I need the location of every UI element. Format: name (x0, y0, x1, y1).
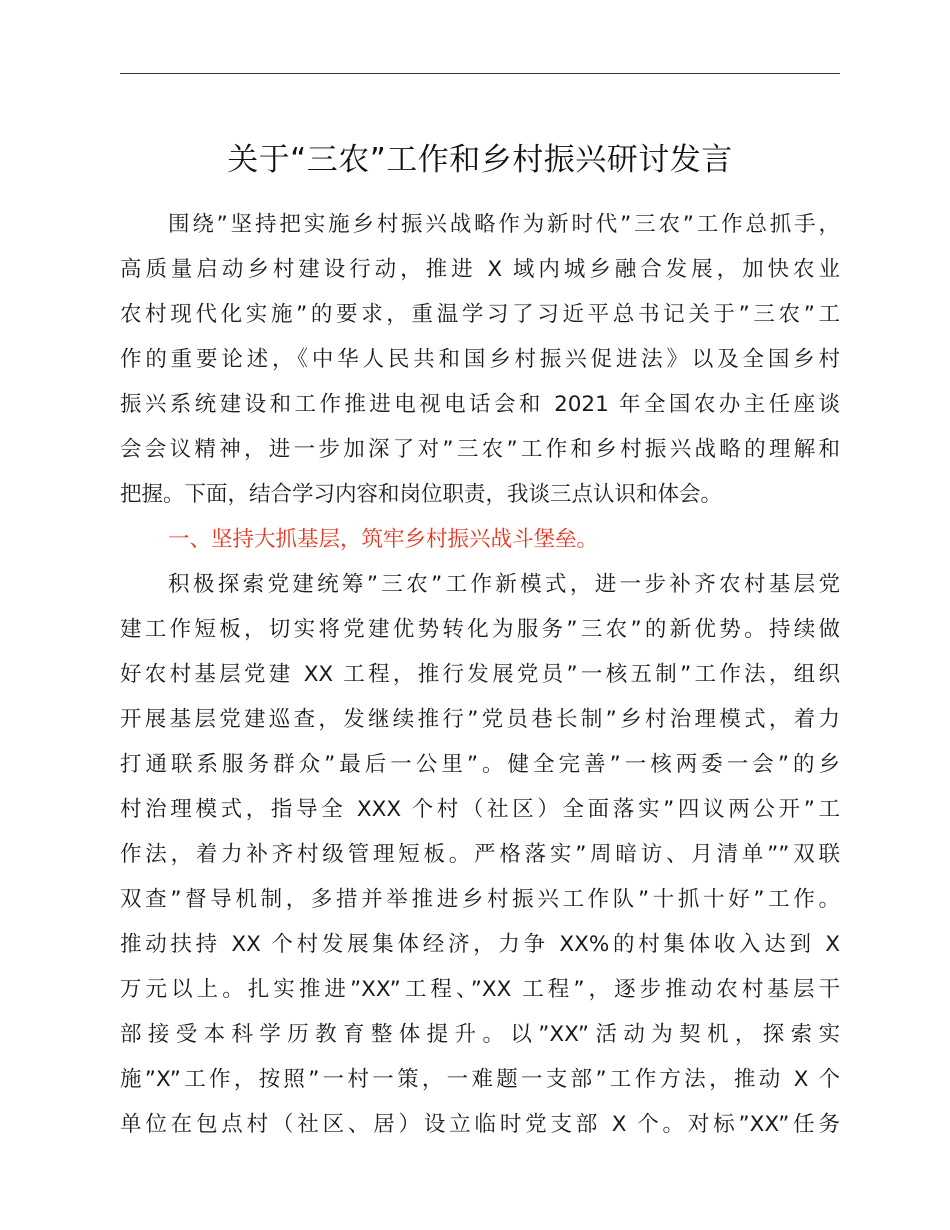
section-1-line-13: 单位在包点村（社区、居）设立临时党支部 X 个。对标”XX”任务 (120, 1112, 840, 1137)
section-1-line-9: 推动扶持 XX 个村发展集体经济，力争 XX%的村集体收入达到 X (120, 932, 840, 957)
header-rule (120, 73, 840, 74)
section-1-line-8: 双查”督导机制，多措并举推进乡村振兴工作队”十抓十好”工作。 (120, 887, 840, 912)
section-1-line-4: 开展基层党建巡查，发继续推行”党员巷长制”乡村治理模式，着力 (120, 707, 840, 732)
section-1-line-12: 施”X”工作，按照”一村一策，一难题一支部”工作方法，推动 X 个 (120, 1067, 840, 1092)
section-1-line-6: 村治理模式，指导全 XXX 个村（社区）全面落实”四议两公开”工 (120, 797, 840, 822)
intro-line-2: 高质量启动乡村建设行动，推进 X 域内城乡融合发展，加快农业 (120, 257, 840, 282)
section-1-line-7: 作法，着力补齐村级管理短板。严格落实”周暗访、月清单””双联 (120, 842, 840, 867)
section-1-line-3: 好农村基层党建 XX 工程，推行发展党员”一核五制”工作法，组织 (120, 662, 840, 687)
section-1-line-1: 积极探索党建统筹”三农”工作新模式，进一步补齐农村基层党 (168, 572, 840, 597)
intro-line-6: 会会议精神，进一步加深了对”三农”工作和乡村振兴战略的理解和 (120, 437, 840, 462)
section-1-line-2: 建工作短板，切实将党建优势转化为服务”三农”的新优势。持续做 (120, 617, 840, 642)
intro-line-3: 农村现代化实施”的要求，重温学习了习近平总书记关于”三农”工 (120, 302, 840, 327)
intro-line-1: 围绕”坚持把实施乡村振兴战略作为新时代”三农”工作总抓手， (168, 212, 840, 237)
intro-line-4: 作的重要论述，《中华人民共和国乡村振兴促进法》以及全国乡村 (120, 347, 840, 372)
intro-line-5: 振兴系统建设和工作推进电视电话会和 2021 年全国农办主任座谈 (120, 392, 840, 417)
section-1-line-10: 万元以上。扎实推进”XX”工程、”XX 工程”，逐步推动农村基层干 (120, 977, 840, 1002)
document-title: 关于“三农”工作和乡村振兴研讨发言 (227, 142, 733, 178)
section-1-line-5: 打通联系服务群众”最后一公里”。健全完善”一核两委一会”的乡 (120, 752, 840, 777)
section-1-heading: 一、坚持大抓基层，筑牢乡村振兴战斗堡垒。 (168, 527, 599, 552)
section-1-line-11: 部接受本科学历教育整体提升。以”XX”活动为契机，探索实 (120, 1022, 840, 1047)
intro-line-7: 把握。下面，结合学习内容和岗位职责，我谈三点认识和体会。 (120, 482, 723, 507)
